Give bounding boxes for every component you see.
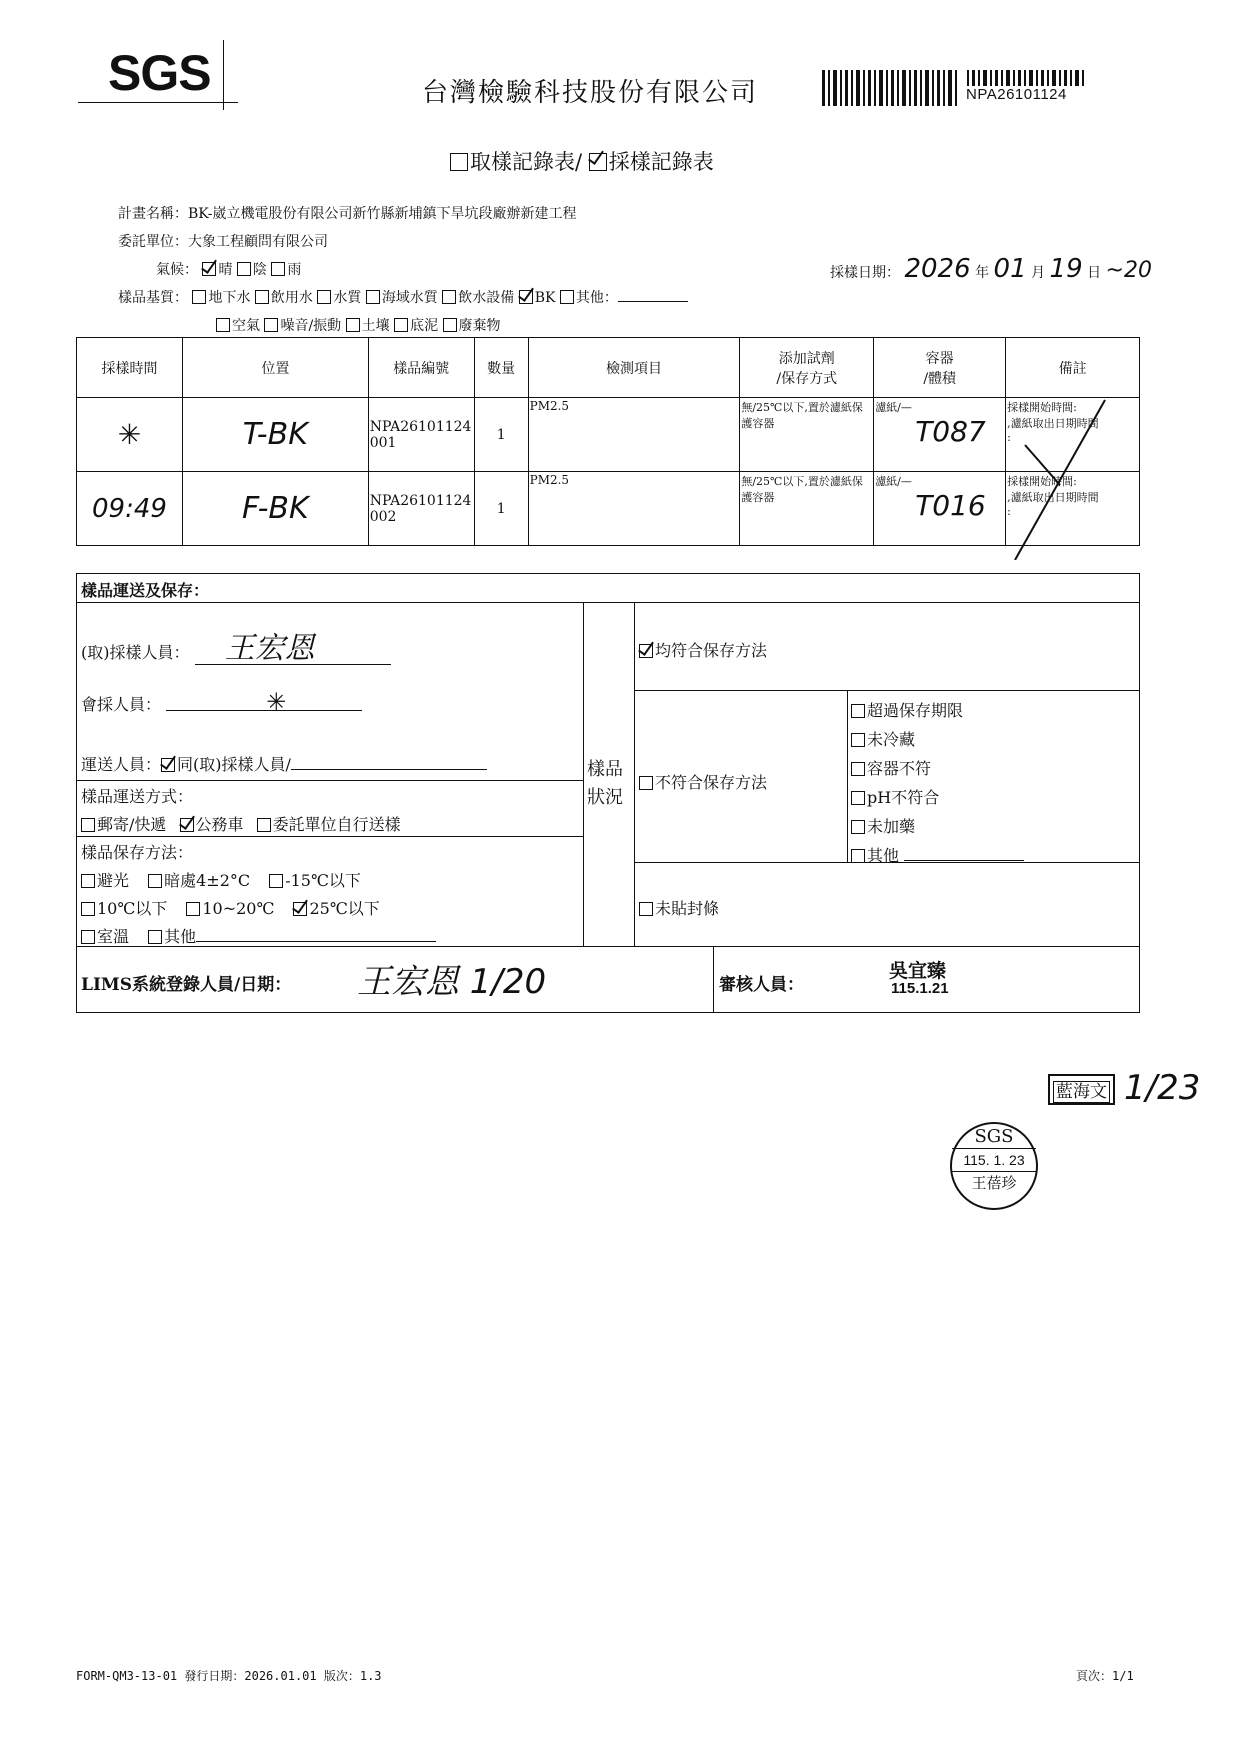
storage-25-checkbox[interactable] (293, 902, 307, 916)
row-reagent: 無/25℃以下,置於濾紙保護容器 (740, 472, 874, 546)
review-date: 115.1.21 (891, 980, 949, 997)
matrix-equipment-checkbox[interactable] (442, 290, 456, 304)
matrix-opt: 飲用水 (270, 290, 313, 306)
weather-label: 氣候： (156, 262, 198, 278)
barcode (820, 70, 1100, 108)
ok-row (639, 638, 767, 661)
lims-label: LIMS系統登錄人員/日期： (81, 975, 292, 995)
matrix-opt: BK (534, 290, 556, 306)
form-title-opt2: 採樣記錄表 (608, 150, 714, 174)
date-day: 19 (1049, 254, 1083, 284)
reason-label: 容器不符 (867, 759, 932, 778)
date-year-unit: 年 (975, 265, 990, 281)
weather-rain-checkbox[interactable] (271, 262, 285, 276)
method-opt: 公務車 (195, 815, 244, 834)
project-value: BK-崴立機電股份有限公司新竹縣新埔鎮下旱坑段廠辦新建工程 (188, 206, 577, 222)
row-location: F-BK (182, 472, 368, 546)
co-sign: ✳ (166, 694, 362, 711)
table-row (77, 472, 1140, 546)
storage-cool-checkbox[interactable] (148, 874, 162, 888)
reason-container-checkbox[interactable] (851, 762, 865, 776)
sampler-label: (取)採樣人員： (81, 643, 190, 662)
matrix-opt: 底泥 (410, 318, 439, 334)
weather-sunny-label: 晴 (218, 262, 233, 278)
weather-rain-label: 雨 (287, 262, 302, 278)
matrix-sediment-checkbox[interactable] (394, 318, 408, 332)
company-name: 台灣檢驗科技股份有限公司 (422, 78, 759, 108)
storage-opt: 避光 (97, 871, 130, 890)
method-mail-checkbox[interactable] (81, 818, 95, 832)
table-header-row (77, 338, 1140, 398)
storage-row2 (81, 896, 380, 919)
form-title (450, 146, 714, 176)
storage-opt: 室溫 (97, 927, 130, 946)
review-name: 吳宜臻 (889, 960, 947, 982)
reason-label: 超過保存期限 (867, 701, 964, 720)
ok-checkbox[interactable] (639, 644, 653, 658)
method-opt: 委託單位自行送樣 (272, 815, 401, 834)
not-ok-checkbox[interactable] (639, 776, 653, 790)
name-stamp-text: 藍海文 (1053, 1081, 1110, 1103)
container-label: 濾紙/— (875, 475, 912, 488)
method-opt: 郵寄/快遞 (97, 815, 167, 834)
matrix-soil-checkbox[interactable] (346, 318, 360, 332)
row-qty: 1 (474, 398, 528, 472)
carrier-same-checkbox[interactable] (161, 758, 175, 772)
col-header: 數量 (474, 338, 528, 398)
co-label: 會採人員： (81, 695, 162, 714)
date-day-unit: 日 (1087, 265, 1102, 281)
reason-label: 其他 (867, 846, 900, 865)
sampling-date (830, 254, 1152, 284)
storage-opt: 25℃以下 (309, 899, 380, 918)
matrix-opt: 空氣 (232, 318, 260, 334)
matrix-drinking-checkbox[interactable] (255, 290, 269, 304)
sgs-seal (950, 1122, 1038, 1210)
remark-strike-icon (985, 390, 1125, 560)
col-header: 添加試劑 /保存方式 (740, 338, 874, 398)
container-hand: T087 (915, 415, 986, 448)
reason-label: 未冷藏 (867, 730, 916, 749)
page-number: 頁次：1/1 (1076, 1669, 1134, 1683)
method-label: 樣品運送方式： (81, 787, 194, 806)
matrix-water-checkbox[interactable] (317, 290, 331, 304)
date-year: 2026 (904, 254, 971, 284)
row-sample-no: NPA26101124 001 (368, 398, 474, 472)
row-remark: 採樣開始時間: ,濾紙取出日期時間 : (1006, 472, 1140, 546)
date-month: 01 (993, 254, 1027, 284)
review-label: 審核人員： (719, 975, 804, 995)
matrix-noise-checkbox[interactable] (264, 318, 278, 332)
opt-sampling-checkbox[interactable] (450, 153, 468, 171)
seal-name: 王蓓珍 (971, 1174, 1017, 1192)
row-location: T-BK (182, 398, 368, 472)
no-seal-label: 未貼封條 (655, 899, 720, 918)
storage-opt: 10~20℃ (202, 899, 275, 918)
storage-freeze-checkbox[interactable] (269, 874, 283, 888)
matrix-opt: 飲水設備 (458, 290, 515, 306)
sample-table (76, 337, 1140, 546)
row-item: PM2.5 (528, 472, 740, 546)
matrix-other-checkbox[interactable] (560, 290, 574, 304)
col-header: 採樣時間 (77, 338, 183, 398)
sampler-sign: 王宏恩 (195, 634, 391, 665)
not-ok-label: 不符合保存方法 (655, 773, 768, 792)
storage-opt: 10℃以下 (97, 899, 168, 918)
barcode-icon (820, 70, 960, 108)
reason-label: pH不符合 (867, 788, 940, 807)
storage-row1 (81, 868, 361, 891)
col-header: 容器 /體積 (874, 338, 1006, 398)
matrix-opt: 其他： (575, 290, 618, 306)
matrix-opt: 海域水質 (381, 290, 438, 306)
row-sample-no: NPA26101124 002 (368, 472, 474, 546)
reason-other-checkbox[interactable] (851, 849, 865, 863)
carrier-label: 運送人員： (81, 755, 162, 774)
matrix-waste-checkbox[interactable] (443, 318, 457, 332)
form-code: FORM-QM3-13-01 發行日期：2026.01.01 版次：1.3 (76, 1669, 382, 1683)
storage-opt: 其他 (164, 927, 197, 946)
date-extra: ~20 (1105, 258, 1152, 283)
reason-list (851, 696, 1024, 870)
matrix-opt: 噪音/振動 (280, 318, 342, 334)
ok-label: 均符合保存方法 (655, 641, 768, 660)
container-hand: T016 (915, 489, 986, 522)
container-label: 濾紙/— (875, 401, 912, 414)
opt-record-checkbox[interactable] (589, 153, 607, 171)
matrix-opt: 地下水 (208, 290, 251, 306)
transport-section (76, 573, 1140, 1013)
weather-cloudy-checkbox[interactable] (237, 262, 251, 276)
matrix-label: 樣品基質： (118, 290, 188, 306)
method-client-checkbox[interactable] (257, 818, 271, 832)
logo-text: SGS (108, 45, 211, 101)
barcode-text: NPA26101124 (966, 86, 1067, 103)
no-seal-checkbox[interactable] (639, 902, 653, 916)
not-ok-row (639, 770, 767, 793)
client-value: 大象工程顧問有限公司 (188, 234, 328, 250)
name-date: 1/23 (1124, 1068, 1201, 1108)
col-header: 樣品編號 (368, 338, 474, 398)
weather-sunny-checkbox[interactable] (202, 262, 216, 276)
project-label: 計畫名稱： (118, 206, 188, 222)
method-car-checkbox[interactable] (180, 818, 194, 832)
row-qty: 1 (474, 472, 528, 546)
row-item: PM2.5 (528, 398, 740, 472)
col-header: 備註 (1006, 338, 1140, 398)
storage-10-checkbox[interactable] (81, 902, 95, 916)
carrier-row (81, 752, 487, 775)
date-label: 採樣日期： (830, 265, 900, 281)
matrix-bk-checkbox[interactable] (519, 290, 533, 304)
reason-expired-checkbox[interactable] (851, 704, 865, 718)
matrix-groundwater-checkbox[interactable] (192, 290, 206, 304)
client-label: 委託單位： (118, 234, 188, 250)
status-label: 樣品 狀況 (587, 759, 623, 808)
sampler-row (81, 631, 391, 666)
storage-opt: -15℃以下 (285, 871, 361, 890)
carrier-opt: 同(取)採樣人員/ (177, 755, 291, 774)
storage-opt: 暗處4±2°C (164, 871, 251, 890)
method-row (81, 812, 401, 835)
col-header: 位置 (182, 338, 368, 398)
row-reagent: 無/25℃以下,置於濾紙保護容器 (740, 398, 874, 472)
storage-other-checkbox[interactable] (148, 930, 162, 944)
seal-top: SGS (974, 1126, 1014, 1147)
storage-room-checkbox[interactable] (81, 930, 95, 944)
reason-nodose-checkbox[interactable] (851, 820, 865, 834)
lims-sign: 王宏恩 1/20 (357, 962, 547, 1002)
date-month-unit: 月 (1031, 265, 1046, 281)
table-row (77, 398, 1140, 472)
reason-label: 未加藥 (867, 817, 916, 836)
storage-label: 樣品保存方法： (81, 843, 194, 862)
seal-date: 115. 1. 23 (952, 1148, 1036, 1172)
co-sampler-row (81, 688, 362, 716)
matrix-sea-checkbox[interactable] (366, 290, 380, 304)
storage-dark-checkbox[interactable] (81, 874, 95, 888)
storage-row3 (81, 924, 436, 947)
row-time: 09:49 (77, 472, 183, 546)
sgs-logo (78, 40, 238, 110)
weather-cloudy-label: 陰 (252, 262, 267, 278)
col-header: 檢測項目 (528, 338, 740, 398)
info-block (118, 200, 688, 340)
storage-10-20-checkbox[interactable] (186, 902, 200, 916)
transport-title: 樣品運送及保存： (81, 581, 210, 600)
matrix-opt: 土壤 (361, 318, 390, 334)
no-seal-row (639, 896, 719, 919)
form-title-opt1: 取樣記錄表/ (470, 150, 583, 174)
reason-unrefrigerated-checkbox[interactable] (851, 733, 865, 747)
row-remark: 採樣開始時間: ,濾紙取出日期時間 : (1006, 398, 1140, 472)
row-time: ✳ (77, 398, 183, 472)
name-stamp (1048, 1074, 1115, 1105)
matrix-air-checkbox[interactable] (216, 318, 230, 332)
matrix-opt: 廢棄物 (458, 318, 501, 334)
reason-ph-checkbox[interactable] (851, 791, 865, 805)
matrix-opt: 水質 (333, 290, 362, 306)
